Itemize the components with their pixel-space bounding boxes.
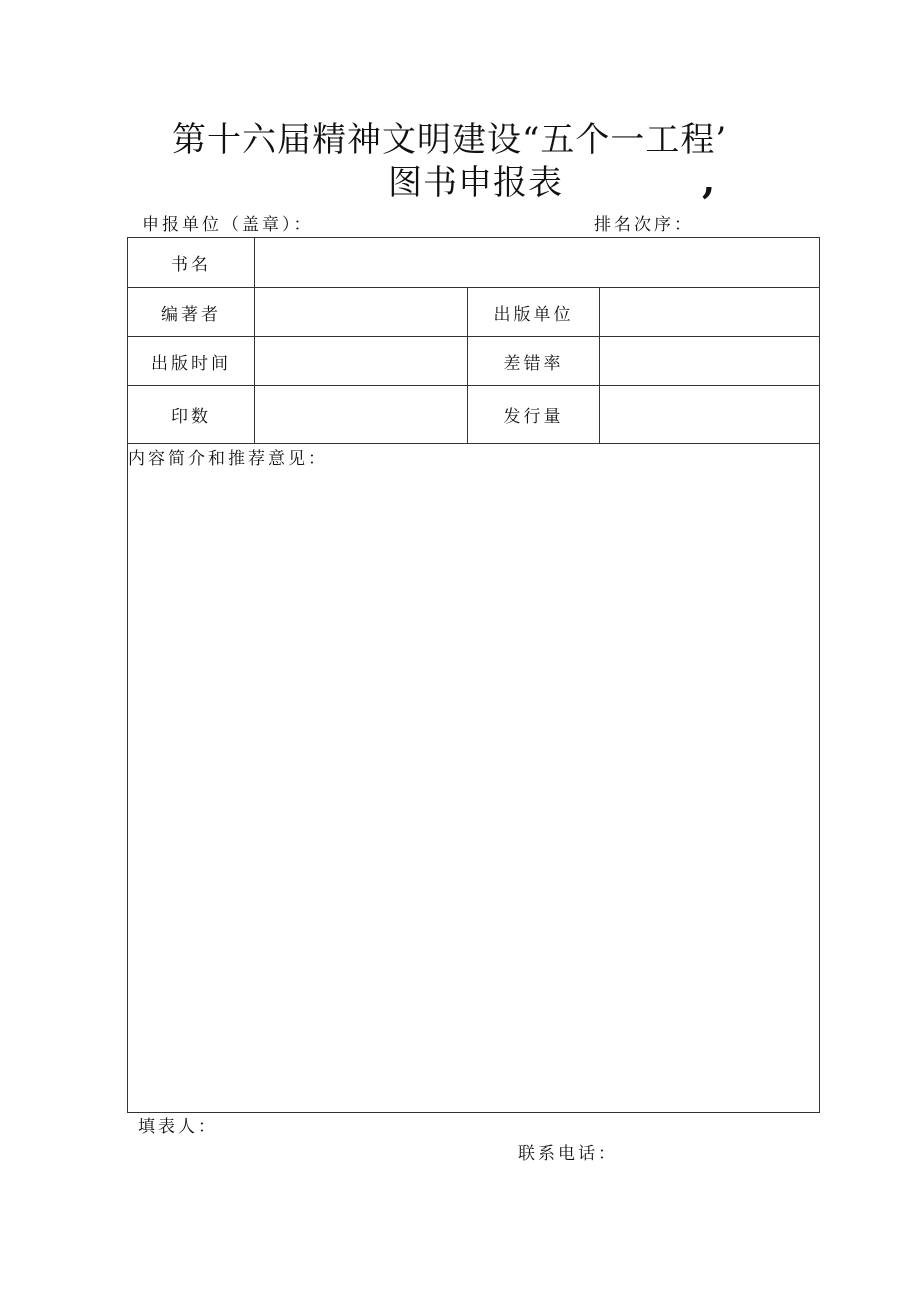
row-print-circulation xyxy=(128,386,820,444)
row-author-publisher xyxy=(128,288,820,337)
application-form-table xyxy=(127,237,820,1113)
author-label: 编著者 xyxy=(128,288,255,337)
pub-time-field[interactable] xyxy=(255,337,468,386)
form-title-line-2: 图书申报表 xyxy=(388,163,563,203)
book-name-label: 书名 xyxy=(128,238,255,288)
intro-and-recommendation-field[interactable] xyxy=(128,444,820,1113)
intro-label: 内容简介和推荐意见： xyxy=(128,449,328,469)
pub-time-label: 出版时间 xyxy=(128,337,255,386)
row-time-error xyxy=(128,337,820,386)
publisher-label: 出版单位 xyxy=(468,288,600,337)
publisher-field[interactable] xyxy=(600,288,820,337)
error-rate-field[interactable] xyxy=(600,337,820,386)
error-rate-label: 差错率 xyxy=(468,337,600,386)
book-name-field[interactable] xyxy=(255,238,820,288)
row-book-name xyxy=(128,238,820,288)
circulation-label: 发行量 xyxy=(468,386,600,444)
filler-label: 填表人： xyxy=(138,1117,218,1137)
declaring-unit-label: 申报单位（盖章）： xyxy=(142,215,314,235)
form-title-line-1: 第十六届精神文明建设“五个一工程’ xyxy=(172,120,728,160)
row-intro xyxy=(128,444,820,1113)
title-trailing-mark: , xyxy=(702,157,716,202)
author-field[interactable] xyxy=(255,288,468,337)
circulation-field[interactable] xyxy=(600,386,820,444)
contact-phone-label: 联系电话： xyxy=(518,1144,618,1164)
print-count-field[interactable] xyxy=(255,386,468,444)
print-count-label: 印数 xyxy=(128,386,255,444)
ranking-order-label: 排名次序： xyxy=(594,215,694,235)
